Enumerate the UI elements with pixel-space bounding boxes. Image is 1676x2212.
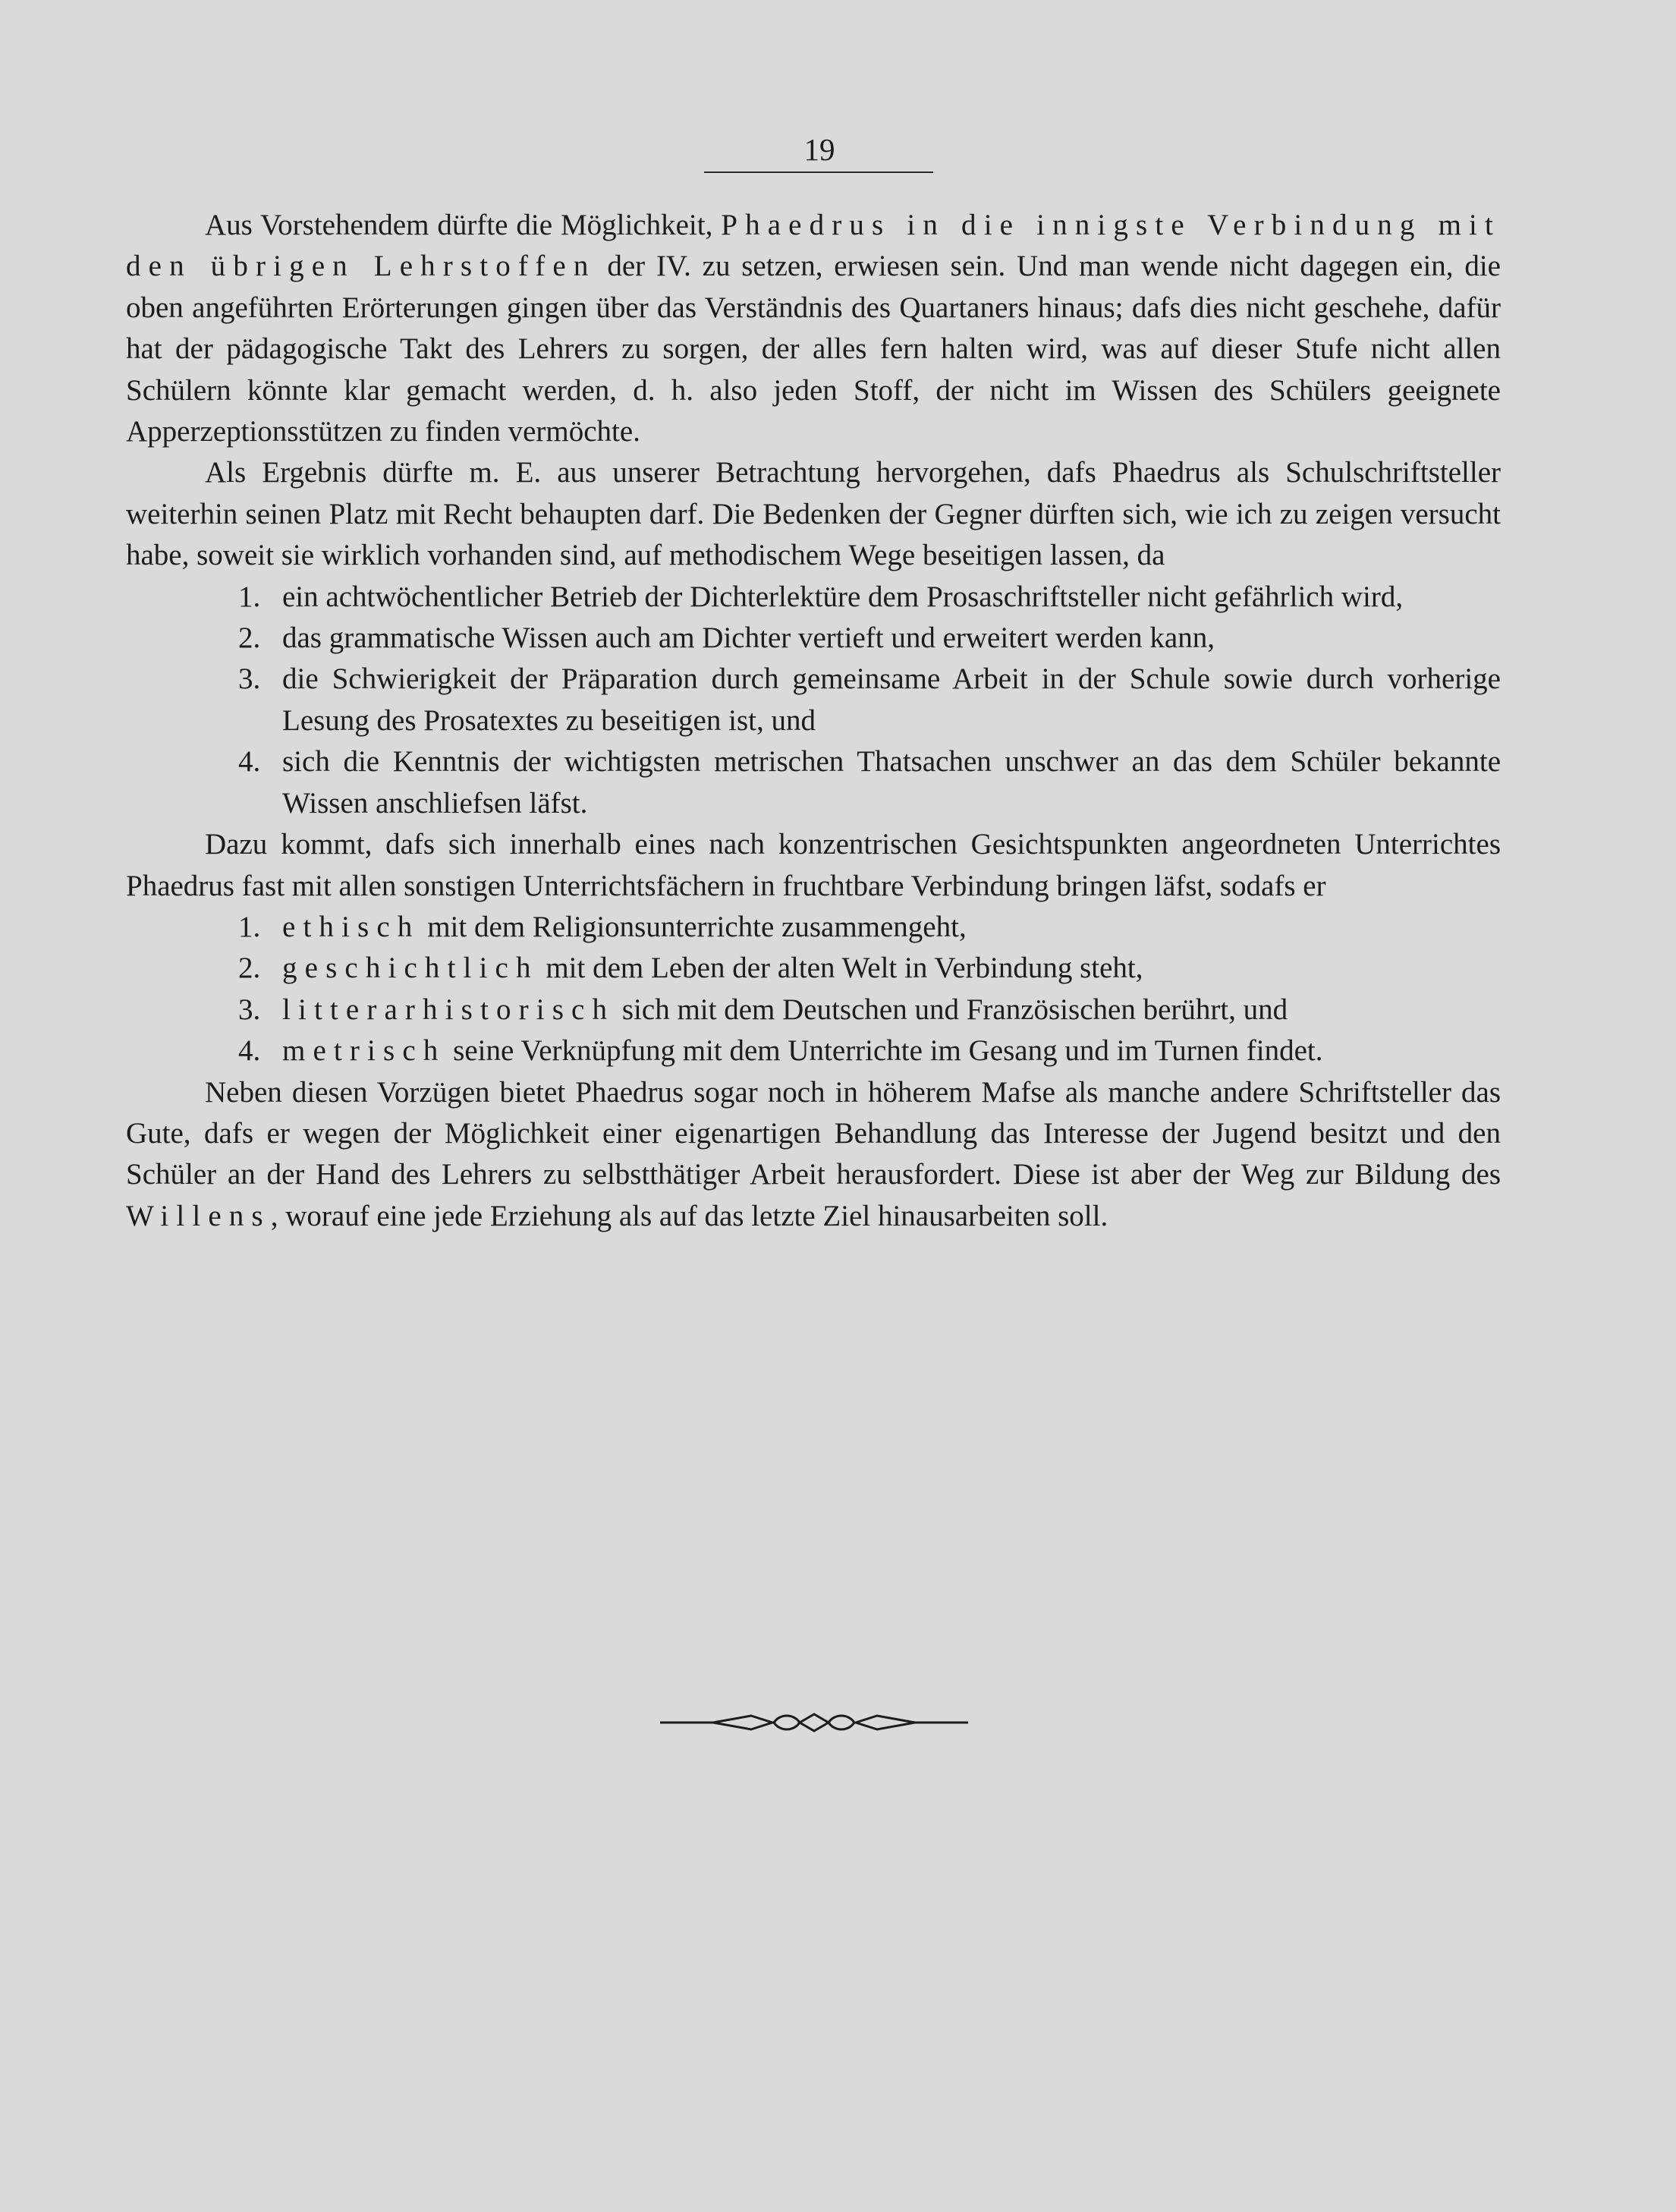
list-item-number: 4.: [238, 745, 261, 779]
paragraph-4-text-c: , worauf eine jede Erziehung als auf das letzte Ziel hinausarbeiten soll.: [270, 1199, 1108, 1232]
paragraph-2: Als Ergebnis dürfte m. E. aus unserer Betrachtung hervorgehen, dafs Phaedrus als Schulschriftsteller weiterhin seinen Platz mit Recht behaupten darf. Die Bedenken der Gegner dürften sich, wie ich zu zeigen versucht habe, soweit sie wirklich vorhanden sind, auf methodischem Wege beseitigen lassen, da: [126, 456, 1501, 572]
paragraph-4: [126, 1072, 1501, 1238]
list-item-text: mit dem Leben der alten Welt in Verbindung steht,: [538, 952, 1143, 985]
paragraph-1: [126, 205, 1501, 452]
paragraph-3: Dazu kommt, dafs sich innerhalb eines nach konzentrischen Gesichtspunkten angeordneten Unterrichtes Phaedrus fast mit allen sonstigen Unterrichtsfächern in fruchtbare Verbindung bringen läfst, sodafs er: [126, 828, 1501, 902]
list-item-text: ein achtwöchentlicher Betrieb der Dichterlektüre dem Prosaschriftsteller nicht gefährlich wird,: [282, 580, 1404, 613]
list-item: [126, 741, 1501, 824]
list-item-keyword: litterarhistorisch: [282, 993, 615, 1026]
body-text: [126, 205, 1501, 1237]
list-item-number: 1.: [238, 580, 261, 613]
list-item: [126, 1030, 1501, 1071]
list-item-text: sich die Kenntnis der wichtigsten metrischen Thatsachen unschwer an das dem Schüler bekannte Wissen anschliefsen läfst.: [282, 745, 1501, 820]
list-item-keyword: ethisch: [282, 910, 420, 943]
list-item-text: sich mit dem Deutschen und Französischen berührt, und: [615, 993, 1288, 1026]
list-item-number: 2.: [238, 621, 261, 655]
list-item: [126, 659, 1501, 741]
spaced-emphasis-phrase: Phaedrus in die innigste Verbindung mit den übrigen Lehrstoffen: [126, 209, 1501, 283]
list-item-text: die Schwierigkeit der Präparation durch gemeinsame Arbeit in der Schule sowie durch vorherige Lesung des Prosatextes zu beseitigen ist, und: [282, 662, 1501, 737]
list-item: [126, 618, 1501, 659]
paragraph-4-text-a: Neben diesen Vorzügen bietet Phaedrus sogar noch in höherem Mafse als manche andere Schriftsteller das Gute, dafs er wegen der Möglichkeit einer eigenartigen Behandlung das Interesse der Jugend besitzt und den Schüler an der Hand des Lehrers zu selbstthätiger Arbeit herausfordert. Diese ist aber der Weg zur Bildung des: [126, 1075, 1501, 1191]
list-item: [126, 990, 1501, 1030]
list-item-text: das grammatische Wissen auch am Dichter vertieft und erweitert werden kann,: [282, 621, 1215, 655]
paragraph-1-text-c: der IV. zu setzen, erwiesen sein. Und man wende nicht dagegen ein, die oben angeführten Erörterungen gingen über das Verständnis des Quartaners hinaus; dafs dies nicht geschehe, dafür hat der pädagogische Takt des Lehrers zu sorgen, der alles fern halten wird, was auf dieser Stufe nicht allen Schülern könnte klar gemacht werden, d. h. also jeden Stoff, der nicht im Wissen des Schülers geeignete Apperzeptionsstützen zu finden vermöchte.: [126, 250, 1501, 448]
list-item: [126, 907, 1501, 948]
paragraph-1-text-a: Aus Vorstehendem dürfte die Möglichkeit,: [205, 209, 722, 241]
end-ornament-icon: [660, 1707, 968, 1738]
list-item-number: 1.: [238, 910, 261, 943]
list-item: [126, 948, 1501, 989]
list-item-text: mit dem Religionsunterrichte zusammengeht,: [420, 910, 967, 943]
connections-list: [126, 907, 1501, 1072]
page-number: 19: [803, 132, 835, 167]
list-item-text: seine Verknüpfung mit dem Unterrichte im Gesang und im Turnen findet.: [445, 1034, 1323, 1068]
spaced-emphasis-word: Willens: [126, 1199, 271, 1232]
list-item-number: 4.: [238, 1034, 261, 1068]
list-item-keyword: metrisch: [282, 1034, 446, 1068]
list-item-number: 2.: [238, 952, 261, 985]
conditions-list: [126, 577, 1501, 824]
list-item: [126, 577, 1501, 618]
list-item-keyword: geschichtlich: [282, 952, 539, 985]
page-number-rule: [704, 171, 933, 173]
list-item-number: 3.: [238, 993, 261, 1026]
list-item-number: 3.: [238, 662, 261, 696]
